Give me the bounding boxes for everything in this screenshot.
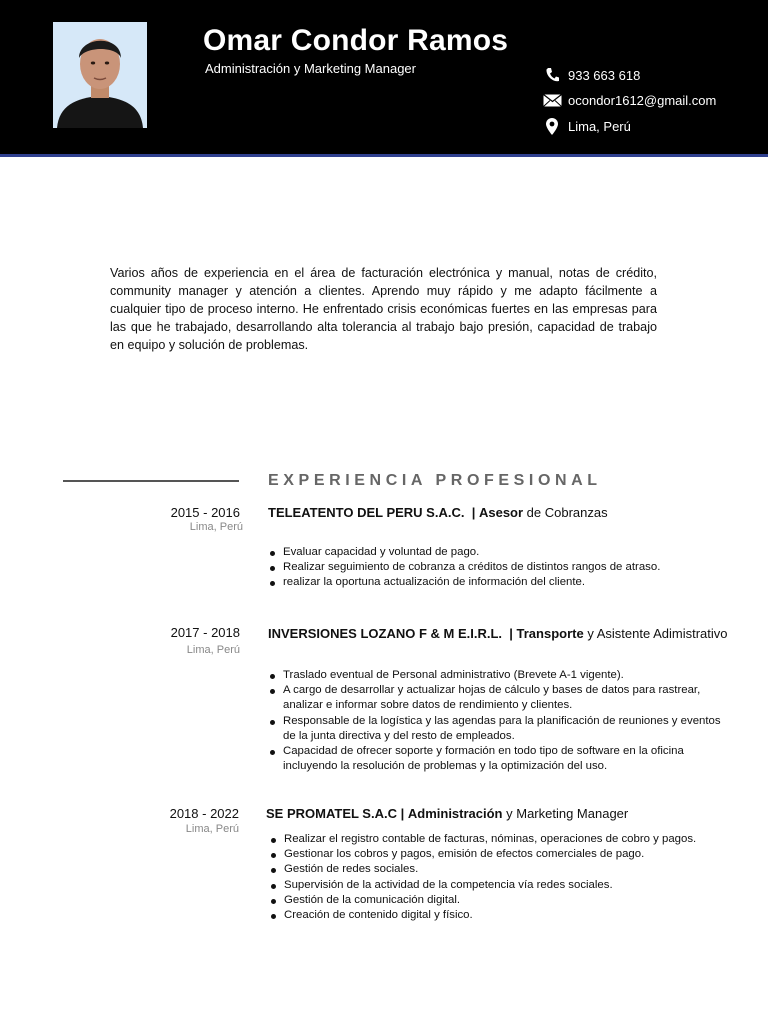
job-separator: |	[509, 626, 513, 641]
bullet-item: Gestionar los cobros y pagos, emisión de efectos comerciales de pago.	[269, 847, 729, 862]
bullet-item: Realizar el registro contable de facturas, nóminas, operaciones de cobro y pagos.	[269, 832, 729, 847]
job-role-rest: de Cobranzas	[526, 505, 608, 520]
bullet-item: Supervisión de la actividad de la competencia vía redes sociales.	[269, 878, 729, 893]
profile-photo	[53, 22, 147, 128]
job-location: Lima, Perú	[186, 644, 240, 656]
job-location: Lima, Perú	[189, 521, 243, 533]
resume-header	[0, 0, 768, 154]
job-role-bold: Transporte	[516, 626, 584, 641]
bullet-item: Responsable de la logística y las agendas para la planificación de reuniones y eventos de la junta directiva y del resto de empleados.	[268, 714, 730, 744]
job-bullets	[268, 668, 730, 774]
profile-summary: Varios años de experiencia en el área de facturación electrónica y manual, notas de crédito, community manager y atención a clientes. Aprendo muy rápido y me adapto fácilmente a cualquier tipo de proceso interno. He enfrentado crisis económicas fuertes en las empresas para las que he trabajado, desarrollando alta tolerancia al trabajo bajo presión, capacidad de trabajo en equipo y solución de problemas.	[110, 266, 657, 352]
bullet-item: Evaluar capacidad y voluntad de pago.	[268, 545, 708, 560]
bullet-item: Creación de contenido digital y físico.	[269, 908, 729, 923]
job-title	[266, 806, 628, 821]
job-role-rest: y Asistente Adimistrativo	[587, 626, 728, 641]
job-years: 2017 - 2018	[170, 625, 240, 640]
job-title	[268, 626, 728, 641]
bullet-item: Gestión de la comunicación digital.	[269, 893, 729, 908]
bullet-item: Realizar seguimiento de cobranza a créditos de distintos rangos de atraso.	[268, 560, 708, 575]
phone-text: 933 663 618	[568, 67, 641, 83]
bullet-item: realizar la oportuna actualización de información del cliente.	[268, 575, 708, 590]
job-years: 2015 - 2016	[170, 505, 240, 520]
job-years: 2018 - 2022	[169, 806, 239, 821]
location-pin-icon	[542, 117, 562, 135]
contact-phone	[542, 65, 640, 85]
job-title	[268, 505, 608, 520]
section-title-experience: EXPERIENCIA PROFESIONAL	[268, 472, 602, 489]
job-location: Lima, Perú	[185, 823, 239, 835]
job-company: SE PROMATEL S.A.C	[266, 806, 397, 821]
job-separator: |	[471, 505, 476, 520]
phone-icon	[542, 66, 562, 84]
bullet-item: A cargo de desarrollar y actualizar hojas de cálculo y bases de datos para rastrear, analizar e informar sobre datos de rendimiento y clientes.	[268, 683, 730, 713]
candidate-name: Omar Condor Ramos	[203, 24, 509, 57]
job-role-bold: Asesor	[478, 505, 524, 520]
job-role-bold: Administración	[407, 806, 503, 821]
location-text: Lima, Perú	[568, 118, 631, 134]
candidate-subtitle: Administración y Marketing Manager	[205, 61, 416, 76]
job-role-rest: y Marketing Manager	[506, 806, 629, 821]
section-rule	[63, 480, 239, 482]
job-separator: |	[400, 806, 405, 821]
profile-photo-image	[53, 22, 147, 128]
contact-email	[542, 90, 716, 110]
job-bullets	[268, 545, 708, 591]
bullet-item: Traslado eventual de Personal administrativo (Brevete A-1 vigente).	[268, 668, 730, 683]
contact-location	[542, 116, 631, 136]
email-text: ocondor1612@gmail.com	[568, 92, 717, 108]
bullet-item: Gestión de redes sociales.	[269, 862, 729, 877]
job-company: INVERSIONES LOZANO F & M E.I.R.L.	[268, 626, 503, 641]
bullet-item: Capacidad de ofrecer soporte y formación en todo tipo de software en la oficina incluyendo la resolución de problemas y la optimización del uso.	[268, 744, 730, 774]
job-company: TELEATENTO DEL PERU S.A.C.	[268, 505, 465, 520]
mail-icon	[542, 91, 562, 109]
header-divider	[0, 154, 768, 157]
job-bullets	[269, 832, 729, 923]
